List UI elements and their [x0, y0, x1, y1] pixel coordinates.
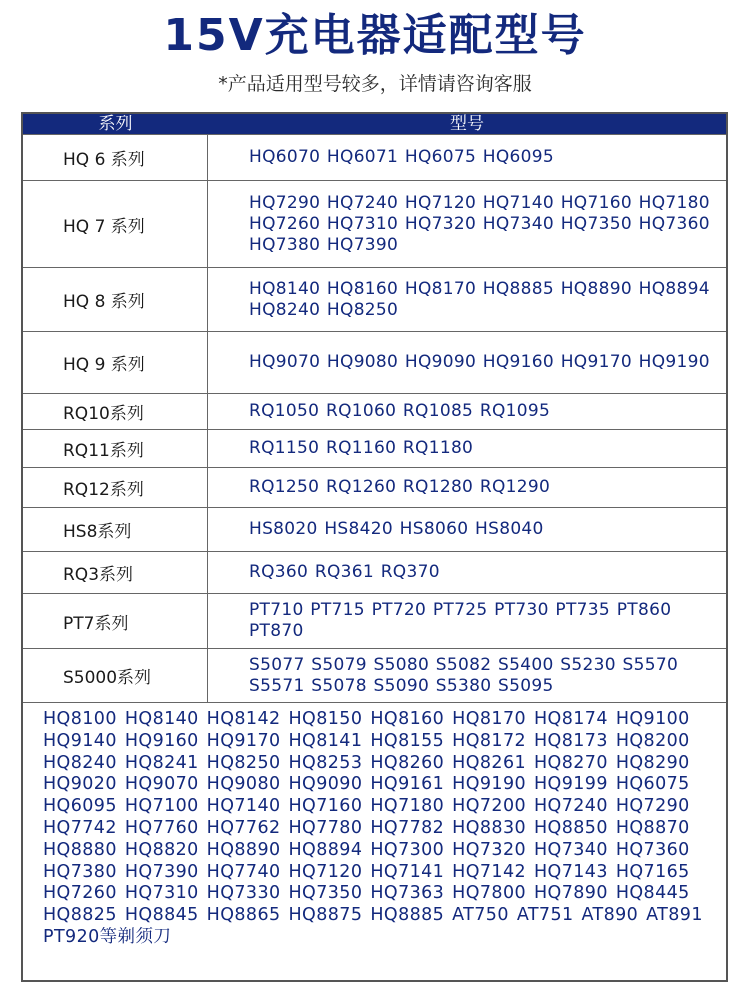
series-cell: S5000系列: [23, 649, 208, 702]
series-cell: PT7系列: [23, 594, 208, 648]
table-row: [23, 134, 726, 180]
models-cell: PT710 PT715 PT720 PT725 PT730 PT735 PT860 PT870: [249, 600, 672, 641]
table-row: [23, 507, 726, 551]
compatibility-table: [21, 112, 728, 982]
series-cell: RQ11系列: [23, 430, 208, 467]
table-header: [23, 114, 726, 134]
table-row: [23, 593, 726, 648]
table-row: [23, 180, 726, 267]
models-cell: HS8020 HS8420 HS8060 HS8040: [249, 519, 544, 539]
table-row: [23, 393, 726, 429]
series-cell: RQ10系列: [23, 394, 208, 429]
table-row: [23, 267, 726, 331]
table-row: [23, 648, 726, 702]
series-cell: RQ12系列: [23, 468, 208, 507]
models-cell: HQ9070 HQ9080 HQ9090 HQ9160 HQ9170 HQ9190: [249, 352, 710, 372]
additional-models: HQ8100 HQ8140 HQ8142 HQ8150 HQ8160 HQ8170 HQ8174 HQ9100 HQ9140 HQ9160 HQ9170 HQ8141 HQ8155 HQ8172 HQ8173 HQ8200 HQ8240 HQ8241 HQ8250 HQ8253 HQ8260 HQ8261 HQ8270 HQ8290 HQ9020 HQ9070 HQ9080 HQ9090 HQ9161 HQ9190 HQ9199 HQ6075 HQ6095 HQ7100 HQ7140 HQ7160 HQ7180 HQ7200 HQ7240 HQ7290 HQ7742 HQ7760 HQ7762 HQ7780 HQ7782 HQ8830 HQ8850 HQ8870 HQ8880 HQ8820 HQ8890 HQ8894 HQ7300 HQ7320 HQ7340 HQ7360 HQ7380 HQ7390 HQ7740 HQ7120 HQ7141 HQ7142 HQ7143 HQ7165 HQ7260 HQ7310 HQ7330 HQ7350 HQ7363 HQ7800 HQ7890 HQ8445 HQ8825 HQ8845 HQ8865 HQ8875 HQ8885 AT750 AT751 AT890 AT891 PT920等剃须刀: [23, 702, 726, 980]
series-cell: RQ3系列: [23, 552, 208, 593]
series-cell: HS8系列: [23, 508, 208, 551]
table-row: [23, 331, 726, 393]
header-series: 系列: [98, 114, 133, 134]
models-cell: S5077 S5079 S5080 S5082 S5400 S5230 S5570 S5571 S5078 S5090 S5380 S5095: [249, 654, 679, 696]
models-cell: RQ1150 RQ1160 RQ1180: [249, 438, 474, 458]
page-title: 15V充电器适配型号: [163, 10, 587, 61]
header-models: 型号: [450, 114, 484, 134]
models-cell: RQ1250 RQ1260 RQ1280 RQ1290: [249, 477, 551, 497]
models-cell: HQ6070 HQ6071 HQ6075 HQ6095: [249, 147, 555, 167]
models-cell: HQ7290 HQ7240 HQ7120 HQ7140 HQ7160 HQ7180 HQ7260 HQ7310 HQ7320 HQ7340 HQ7350 HQ7360 HQ7380 HQ7390: [249, 192, 710, 255]
table-row: [23, 551, 726, 593]
series-cell: HQ 6 系列: [23, 135, 208, 180]
series-cell: HQ 7 系列: [23, 181, 208, 267]
models-cell: RQ1050 RQ1060 RQ1085 RQ1095: [249, 401, 551, 421]
models-cell: HQ8140 HQ8160 HQ8170 HQ8885 HQ8890 HQ8894 HQ8240 HQ8250: [249, 278, 710, 320]
table-row: [23, 467, 726, 507]
page-subtitle: *产品适用型号较多，详情请咨询客服: [218, 73, 532, 95]
models-cell: RQ360 RQ361 RQ370: [249, 562, 440, 582]
series-cell: HQ 9 系列: [23, 332, 208, 393]
series-cell: HQ 8 系列: [23, 268, 208, 331]
table-row: [23, 429, 726, 467]
